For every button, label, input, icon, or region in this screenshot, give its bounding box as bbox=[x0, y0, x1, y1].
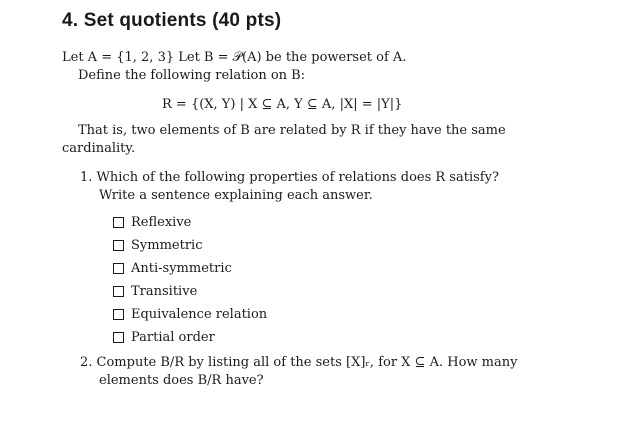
question-2-subtext: elements does B/R have? bbox=[99, 373, 264, 388]
relation-formula: R = {(X, Y) | X ⊆ A, Y ⊆ A, |X| = |Y|} bbox=[162, 97, 403, 112]
option-label: Anti-symmetric bbox=[131, 261, 232, 276]
option-transitive[interactable] bbox=[113, 280, 267, 303]
section-title: 4. Set quotients (40 pts) bbox=[62, 10, 282, 31]
option-label: Reflexive bbox=[131, 215, 192, 230]
option-symmetric[interactable] bbox=[113, 234, 267, 257]
option-anti-symmetric[interactable] bbox=[113, 257, 267, 280]
option-label: Partial order bbox=[131, 330, 215, 345]
problem-statement-line: Let A = {1, 2, 3} Let B = 𝒫(A) be the powerset of A. bbox=[62, 50, 407, 65]
checkbox[interactable] bbox=[113, 309, 124, 320]
property-checklist bbox=[113, 211, 267, 349]
checkbox[interactable] bbox=[113, 263, 124, 274]
definition-intro: Define the following relation on B: bbox=[78, 68, 306, 83]
option-reflexive[interactable] bbox=[113, 211, 267, 234]
checkbox[interactable] bbox=[113, 217, 124, 228]
option-label: Transitive bbox=[131, 284, 198, 299]
option-label: Equivalence relation bbox=[131, 307, 268, 322]
question-1-text: 1. Which of the following properties of relations does R satisfy? bbox=[80, 170, 499, 185]
question-2-text: 2. Compute B/R by listing all of the sets [X]ᵣ, for X ⊆ A. How many bbox=[80, 355, 518, 370]
option-label: Symmetric bbox=[131, 238, 203, 253]
checkbox[interactable] bbox=[113, 240, 124, 251]
question-1-subtext: Write a sentence explaining each answer. bbox=[99, 188, 373, 203]
option-partial-order[interactable] bbox=[113, 326, 267, 349]
option-equivalence-relation[interactable] bbox=[113, 303, 267, 326]
explanation-line-2: cardinality. bbox=[62, 141, 136, 156]
explanation-line: That is, two elements of B are related by R if they have the same bbox=[78, 123, 506, 138]
checkbox[interactable] bbox=[113, 286, 124, 297]
checkbox[interactable] bbox=[113, 332, 124, 343]
